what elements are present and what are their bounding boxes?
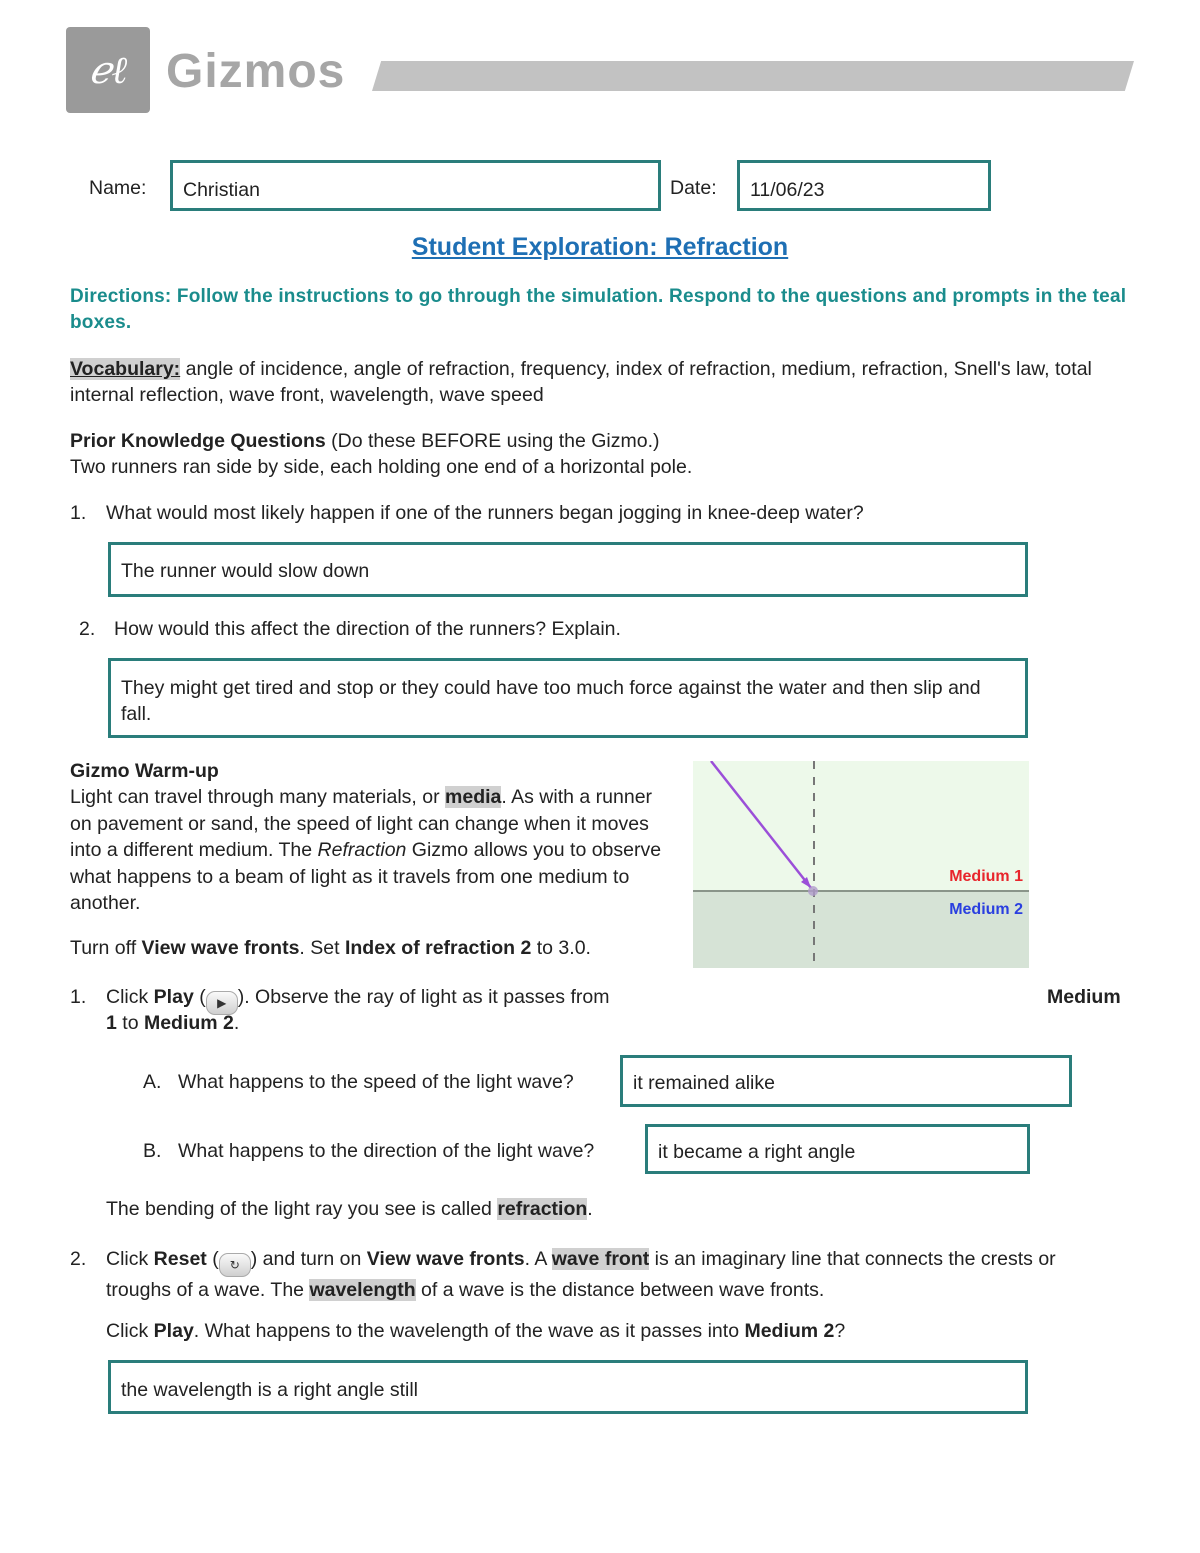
name-field[interactable] (170, 160, 661, 211)
directions: Directions: Follow the instructions to go through the simulation. Respond to the questions and prompts in the teal boxes. (70, 286, 1127, 333)
step2-p-a: Click (106, 1320, 154, 1342)
prior-note: (Do these BEFORE using the Gizmo.) (325, 430, 660, 452)
warmup-heading-text: Gizmo Warm-up (70, 760, 219, 782)
step1-b: ( (193, 986, 206, 1008)
medium-1-label: Medium 1 (949, 868, 1023, 885)
step2-answer-box[interactable] (108, 1360, 1028, 1414)
step2-p-e: ? (834, 1320, 846, 1342)
prior-heading-text: Prior Knowledge Questions (70, 430, 326, 452)
warmup-p1-a: Light can travel through many materials, or (70, 786, 446, 808)
step1-text-line2 (106, 1010, 706, 1036)
q2-answer-box[interactable] (108, 658, 1028, 738)
step2-b: ( (206, 1248, 219, 1270)
term-wave-front: wave front (551, 1248, 650, 1270)
bend-a: The bending of the light ray you see is called (106, 1198, 498, 1220)
step2-p-c: . What happens to the wavelength of the wave as it passes into (193, 1320, 745, 1342)
warmup-p1-b: . As with a runner on pavement or sand, the speed of light can change when it moves into a different medium. The (70, 786, 653, 861)
refraction-figure (693, 761, 1029, 968)
q1-number: 1. (70, 502, 87, 524)
step1-c: ). Observe the ray of light as it passes from (237, 986, 610, 1008)
step1-number: 1. (70, 986, 87, 1008)
date-value: 11/06/23 (750, 179, 825, 201)
qa-letter: A. (143, 1071, 162, 1093)
step2-medium-2: Medium 2 (744, 1320, 835, 1342)
step2-e: . A (524, 1248, 552, 1270)
warmup-p2-d: Index of refraction 2 (344, 937, 532, 959)
refraction-diagram (693, 761, 1029, 968)
qb-answer-box[interactable] (645, 1124, 1030, 1174)
q1-answer: The runner would slow down (121, 560, 370, 582)
medium-word: Medium (1047, 986, 1121, 1008)
refraction-definition (106, 1196, 1106, 1222)
warmup-p2-a: Turn off (70, 937, 142, 959)
date-field[interactable] (737, 160, 991, 211)
qb-text: What happens to the direction of the light wave? (178, 1140, 595, 1162)
warmup-p2-e: to 3.0. (531, 937, 591, 959)
term-wavelength: wavelength (309, 1279, 416, 1301)
header-bar (372, 61, 1134, 91)
step1-end: . (233, 1012, 240, 1034)
prior-knowledge-heading (70, 428, 1130, 454)
prior-intro: Two runners ran side by side, each holding one end of a horizontal pole. (70, 456, 693, 478)
qb-letter: B. (143, 1140, 162, 1162)
warmup-p2-b: View wave fronts (141, 937, 300, 959)
step2-g: is an imaginary line that connects the crests or troughs of a wave. The (106, 1248, 1056, 1301)
vocabulary (70, 356, 1130, 408)
step2-a: Click (106, 1248, 154, 1270)
page-title: Student Exploration: Refraction (411, 233, 789, 261)
warmup-p1-c: Gizmo allows you to observe what happens to a beam of light as it travels from one medium to another. (70, 839, 662, 914)
play-label: Play (153, 986, 194, 1008)
step2-c: ) and turn on (250, 1248, 367, 1270)
qa-answer-box[interactable] (620, 1055, 1072, 1107)
warmup-paragraph (70, 784, 670, 917)
q1-answer-box[interactable] (108, 542, 1028, 597)
name-label: Name: (89, 177, 147, 199)
view-wave-fronts-label: View wave fronts (366, 1248, 525, 1270)
qa-text: What happens to the speed of the light wave? (178, 1071, 574, 1093)
vocabulary-text: angle of incidence, angle of refraction, frequency, index of refraction, medium, refraction, Snell's law, total internal reflection, wave front, wavelength, wave speed (70, 358, 1092, 406)
date-label: Date: (670, 177, 717, 199)
play-icon: ▶ (206, 991, 238, 1015)
step1-medium-word (1047, 984, 1121, 1010)
step2-play-label: Play (153, 1320, 194, 1342)
vocabulary-label: Vocabulary: (70, 358, 181, 380)
medium-2-label: Medium 2 (949, 901, 1023, 918)
incidence-point (808, 886, 818, 896)
gizmos-logo-mark: ℯℓ (66, 27, 150, 113)
medium-1-number: 1 (106, 1012, 117, 1034)
qb-answer: it became a right angle (658, 1141, 856, 1163)
step2-number: 2. (70, 1248, 87, 1270)
step2-i: of a wave is the distance between wave fronts. (415, 1279, 825, 1301)
q2-number: 2. (79, 618, 96, 640)
term-media: media (445, 786, 502, 808)
q1-text: What would most likely happen if one of the runners began jogging in knee-deep water? (106, 502, 864, 524)
gizmo-name: Refraction (317, 839, 407, 861)
q2-text: How would this affect the direction of the runners? Explain. (114, 618, 621, 640)
medium-2-name: Medium 2 (143, 1012, 234, 1034)
step2-question (106, 1318, 1106, 1344)
warmup-p2-c: . Set (299, 937, 345, 959)
qa-answer: it remained alike (633, 1072, 775, 1094)
step1-a: Click (106, 986, 154, 1008)
step1-to: to (116, 1012, 144, 1034)
step2-text (106, 1246, 1096, 1304)
reset-label: Reset (153, 1248, 207, 1270)
term-refraction: refraction (497, 1198, 588, 1220)
step2-answer: the wavelength is a right angle still (121, 1379, 419, 1401)
reset-icon: ↻ (219, 1253, 251, 1277)
name-value: Christian (183, 179, 260, 201)
q2-answer: They might get tired and stop or they could have too much force against the water and then slip and fall. (121, 677, 981, 725)
gizmos-brand: Gizmos (166, 45, 346, 98)
bend-c: . (587, 1198, 593, 1220)
